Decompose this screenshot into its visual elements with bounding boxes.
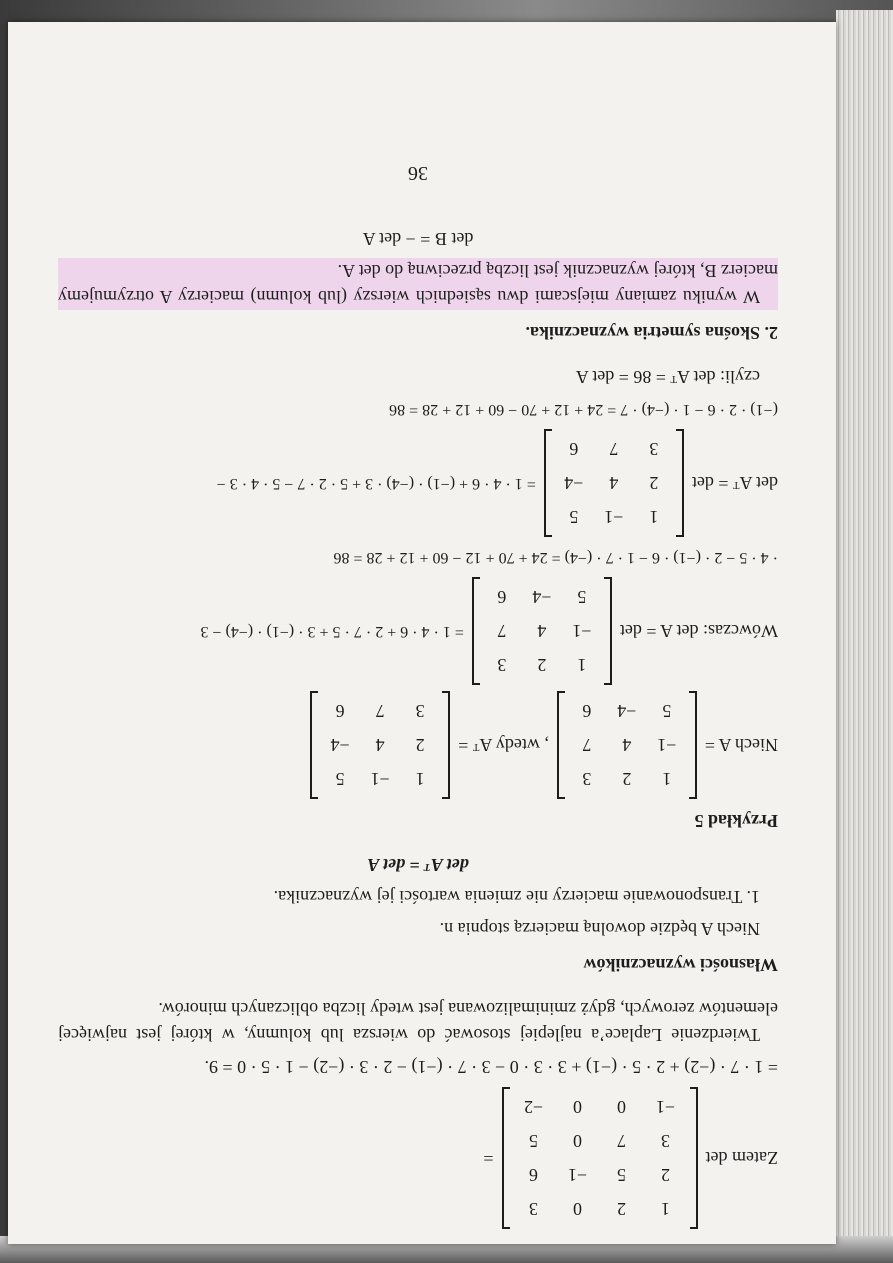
detAT-line2: (−1) · 2 · 6 − 1 · (−4) · 7 = 24 + 12 + 70 − 60 + 12 + 28 = 86: [389, 401, 778, 418]
matrix-AT-det-cell: 5: [569, 507, 579, 527]
matrix-4x4-cell: −1: [655, 1097, 676, 1117]
matrix-4x4-cell: −1: [567, 1165, 588, 1185]
matrix-AT-cell: 4: [375, 735, 385, 755]
matrix-4x4-cell: 2: [617, 1199, 627, 1219]
matrix-4x4-cell: 0: [573, 1199, 583, 1219]
matrix-AT-cell: 2: [415, 735, 425, 755]
matrix-AT-det-cell: 6: [569, 439, 579, 459]
matrix-A-cell: 7: [582, 735, 592, 755]
matrix-A-cell: 5: [662, 701, 672, 721]
matrix-AT: [310, 692, 450, 798]
matrix-4x4-cell: −2: [523, 1097, 544, 1117]
matrix-A-det-cell: 5: [577, 587, 587, 607]
matrix-4x4-cell: 6: [529, 1165, 539, 1185]
matrix-A-det: [472, 578, 612, 684]
matrix-AT-det-cell: −4: [564, 473, 584, 493]
matrix-A-cell: 3: [582, 769, 592, 789]
matrix-AT-det-cell: 1: [649, 507, 659, 527]
matrix-AT-det-cell: 7: [609, 439, 619, 459]
matrix-A-cell: 4: [622, 735, 632, 755]
example5-heading: Przykład 5: [694, 811, 778, 831]
wowczas-label: Wówczas: det A = det: [619, 621, 778, 641]
matrix-AT-cell: −4: [330, 735, 350, 755]
matrix-4x4-cell: 5: [529, 1131, 539, 1151]
matrix-AT-det-cell: 3: [649, 439, 659, 459]
matrix-A-det-cell: 2: [537, 655, 547, 675]
matrix-A-det-cell: 4: [537, 621, 547, 641]
niech-label: Niech A =: [704, 735, 778, 755]
matrix-A-det-cell: 7: [497, 621, 507, 641]
matrix-A-det-cell: 6: [497, 587, 507, 607]
matrix-4x4: [502, 1088, 698, 1228]
property2-formula: det B = − det A: [362, 229, 474, 249]
properties-heading: Własności wyznaczników: [583, 955, 778, 975]
matrix-4x4-cell: 0: [573, 1097, 583, 1117]
matrix-AT-cell: 1: [415, 769, 425, 789]
expansion-line: = 1 · 7 · (−2) + 2 · 5 · (−1) + 3 · 3 · 0 − 3 · 7 · (−1) − 2 · 3 · (−2) − 1 · 5 · 0 = 9.: [204, 1057, 778, 1077]
matrix-4x4-cell: 7: [617, 1131, 627, 1151]
property1-text: 1. Transponowanie macierzy nie zmienia wartości jej wyznacznika.: [273, 887, 760, 907]
matrix-AT-cell: 5: [335, 769, 345, 789]
property2-text: W wyniku zamiany miejscami dwu sąsiednich wierszy (lub kolumn) macierzy A otrzymujemy macierz B, której wyznacznik jest liczbą przeciwną do det A.: [58, 258, 778, 310]
matrix-A-cell: 6: [582, 701, 592, 721]
matrix-AT-det-cell: 4: [609, 473, 619, 493]
page-text: [58, 140, 778, 1236]
matrix-4x4-cell: 1: [661, 1199, 671, 1219]
wtedy-label: , wtedy Aᵀ =: [458, 735, 549, 755]
matrix-AT-det-cell: −1: [604, 507, 624, 527]
matrix-A-cell: 1: [662, 769, 672, 789]
property1-formula: det Aᵀ = det A: [367, 855, 469, 875]
example5-matrices: [58, 692, 778, 798]
matrix-AT-det-cell: 2: [649, 473, 659, 493]
book-page: [8, 22, 836, 1244]
matrix-A: [557, 692, 697, 798]
book-page-edges: [836, 10, 893, 1263]
laplace-note: Twierdzenie Laplace’a najlepiej stosować do wiersza lub kolumny, w której jest najwięcej elementów zerowych, gdyż zminimalizowana jest wtedy liczba obliczanych minorów.: [58, 999, 778, 1045]
conclusion-text: czyli: det Aᵀ = 86 = det A: [575, 367, 760, 387]
example4-determinant: [58, 1088, 778, 1228]
matrix-AT-cell: 6: [335, 701, 345, 721]
matrix-A-det-cell: 1: [577, 655, 587, 675]
zatem-label: Zatem det: [705, 1148, 778, 1168]
detAT-line1: = 1 · 4 · 6 + (−1) · (−4) · 3 + 5 · 2 · 7 − 5 · 4 · 3 −: [216, 475, 536, 492]
matrix-AT-cell: 3: [415, 701, 425, 721]
detAT-label: det Aᵀ = det: [691, 473, 778, 493]
matrix-4x4-cell: 3: [529, 1199, 539, 1219]
detA-row: [58, 578, 778, 684]
property2-heading: 2. Skośna symetria wyznacznika.: [525, 323, 778, 343]
matrix-AT-cell: 7: [375, 701, 385, 721]
matrix-4x4-cell: 3: [661, 1131, 671, 1151]
matrix-AT-det: [544, 430, 684, 536]
matrix-A-det-cell: 3: [497, 655, 507, 675]
matrix-A-det-cell: −1: [572, 621, 592, 641]
matrix-AT-cell: −1: [370, 769, 390, 789]
matrix-A-cell: −1: [657, 735, 677, 755]
matrix-4x4-cell: 5: [617, 1165, 627, 1185]
equals-sign: =: [483, 1148, 494, 1168]
matrix-4x4-cell: 0: [617, 1097, 627, 1117]
detA-line2: · 4 · 5 − 2 · (−1) · 6 − 1 · 7 · (−4) = 24 + 70 + 12 − 60 + 12 + 28 = 86: [333, 549, 778, 566]
intro-text: Niech A będzie dowolną macierzą stopnia n.: [439, 919, 760, 939]
matrix-A-cell: 2: [622, 769, 632, 789]
matrix-A-cell: −4: [617, 701, 637, 721]
page-number: 36: [408, 162, 428, 184]
matrix-4x4-cell: 2: [661, 1165, 671, 1185]
detAT-row: [58, 430, 778, 536]
matrix-4x4-cell: 0: [573, 1131, 583, 1151]
matrix-A-det-cell: −4: [532, 587, 552, 607]
upside-down-page-content: [8, 22, 836, 1244]
detA-line1: = 1 · 4 · 6 + 2 · 7 · 5 + 3 · (−1) · (−4) − 3: [200, 623, 464, 640]
